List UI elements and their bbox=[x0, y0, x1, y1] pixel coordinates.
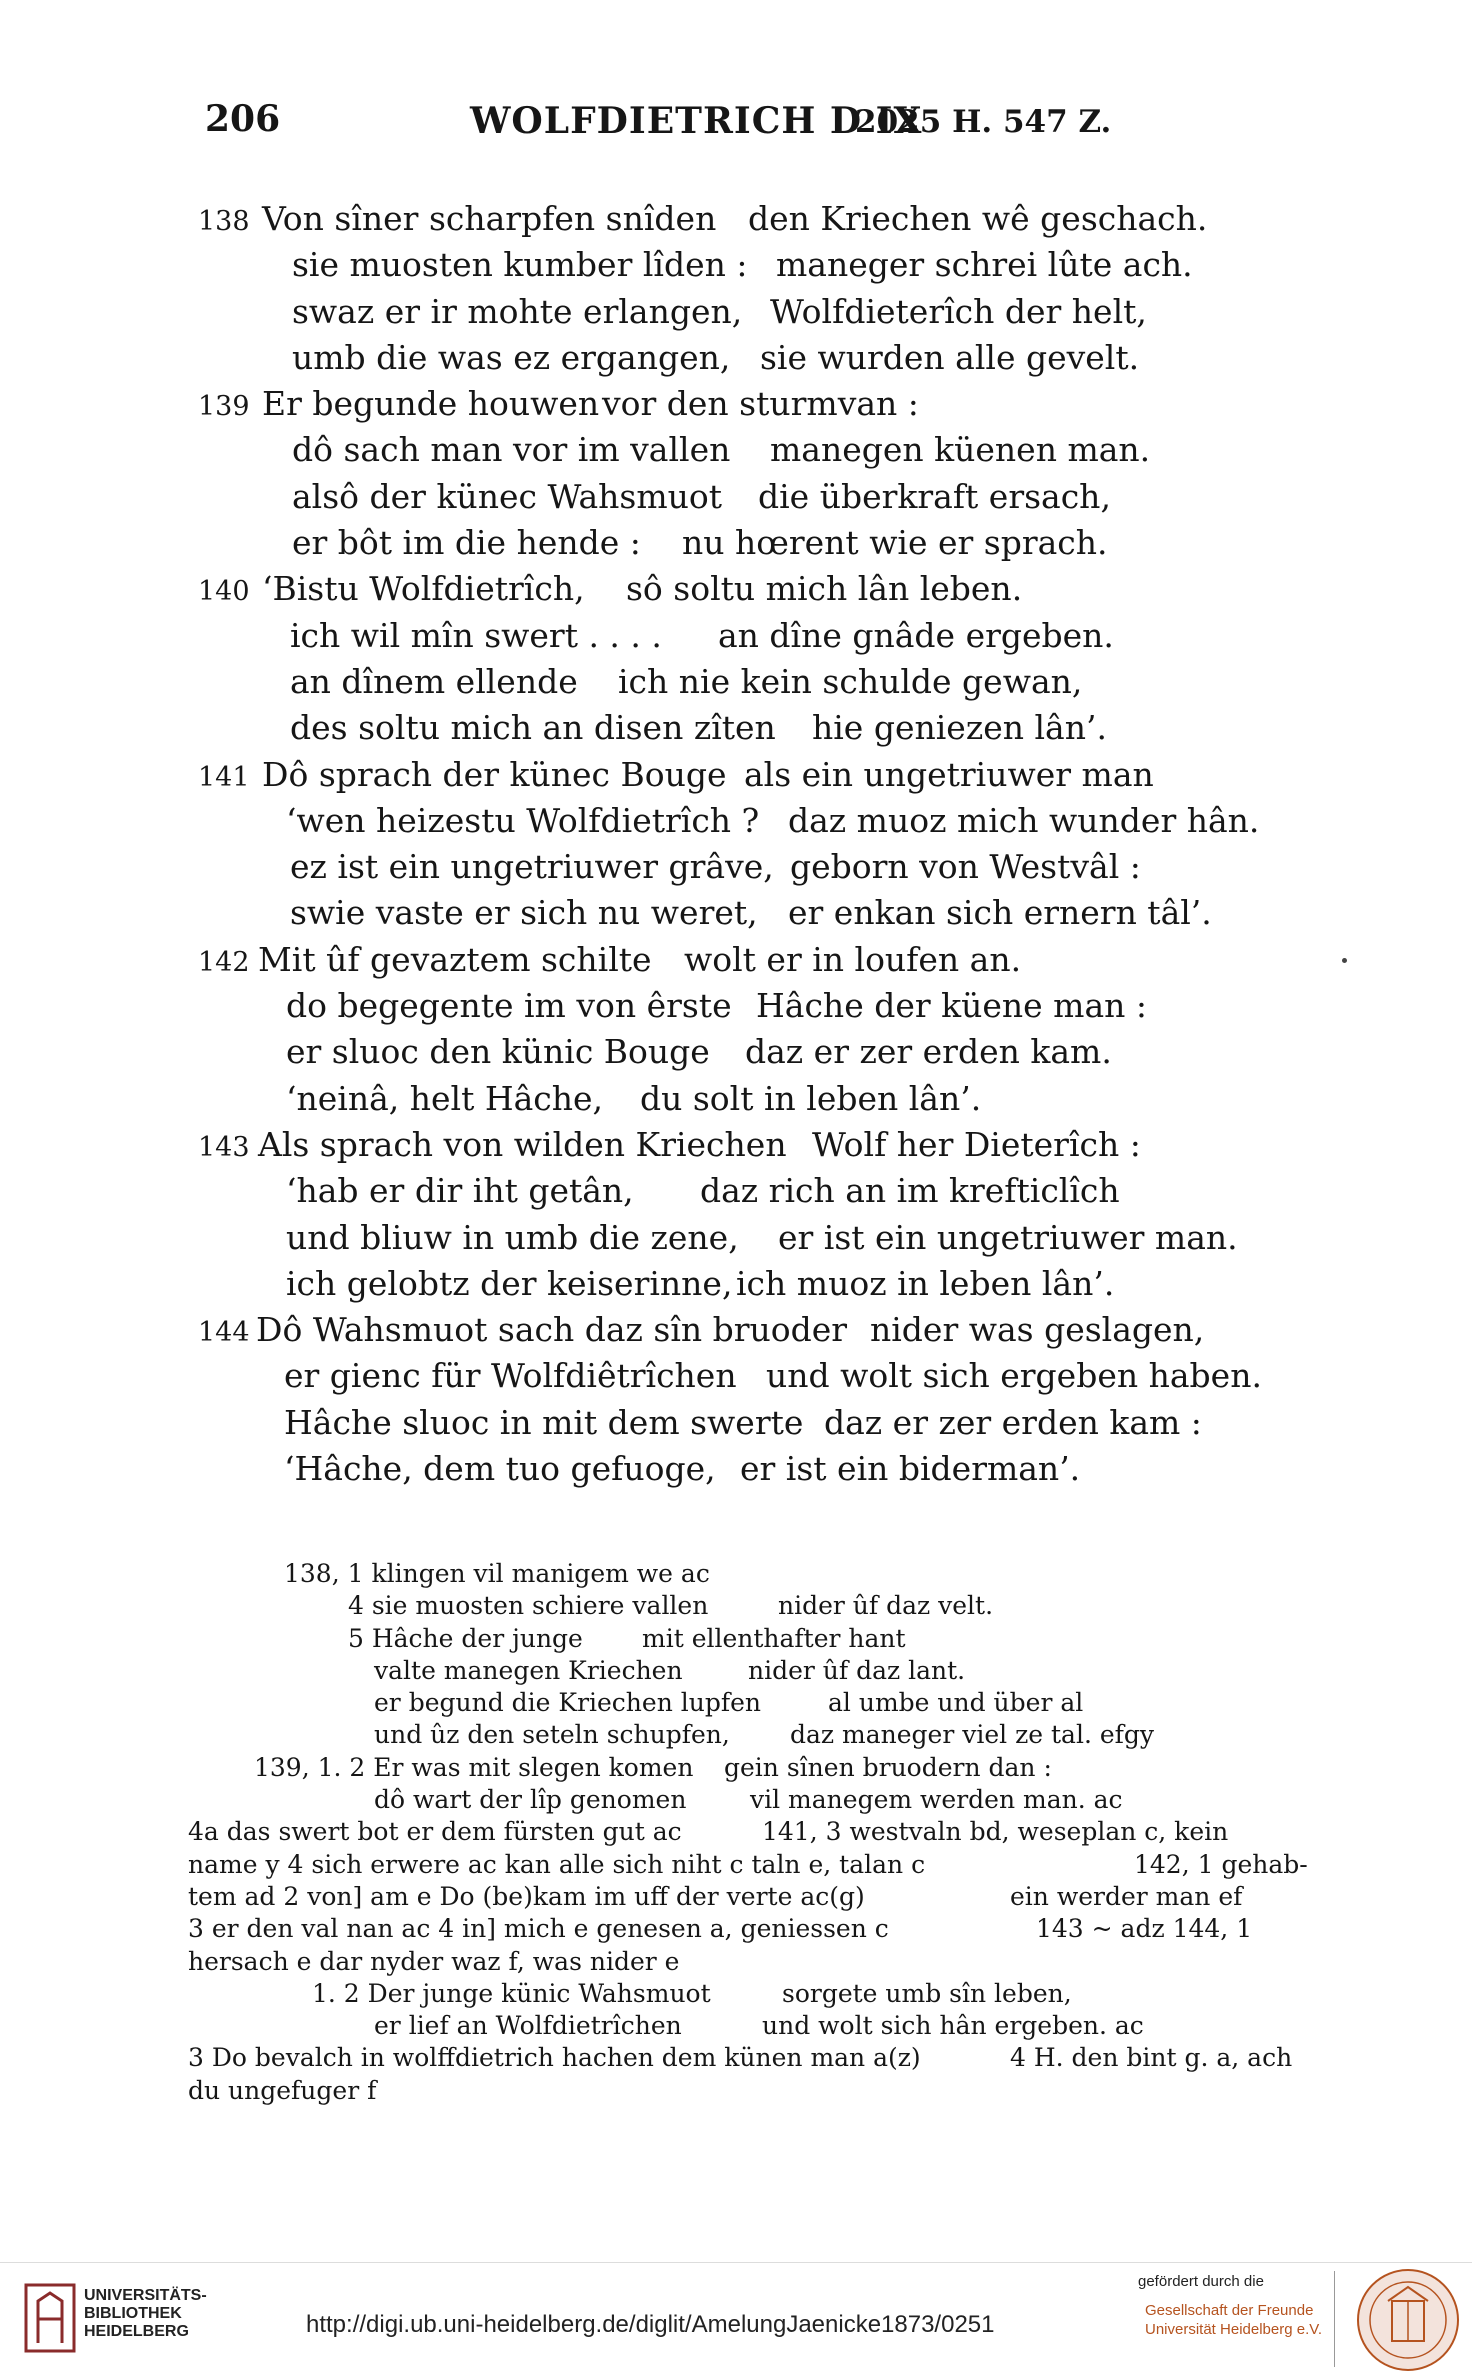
university-seal-icon bbox=[1355, 2267, 1461, 2373]
apparatus-text-continued: 143 ~ adz 144, 1 bbox=[1036, 1914, 1253, 1944]
apparatus-line bbox=[0, 2042, 1472, 2074]
apparatus-text: name y 4 sich erwere ac kan alle sich niht c taln e, talan c bbox=[188, 1849, 926, 1879]
manuscript-reference: 2025 H. 547 Z. bbox=[855, 104, 1112, 140]
stanza-number: 140 bbox=[198, 576, 250, 608]
second-half-line: vor den sturmvan : bbox=[602, 384, 919, 424]
second-half-line: du solt in leben lân’. bbox=[640, 1078, 982, 1118]
apparatus-line bbox=[0, 1849, 1472, 1881]
second-half-line: an dîne gnâde ergeben. bbox=[718, 615, 1114, 655]
verse-line bbox=[0, 242, 1472, 288]
first-half-line: ‘neinâ, helt Hâche, bbox=[286, 1078, 604, 1118]
apparatus-line bbox=[0, 1881, 1472, 1913]
stanza-number: 141 bbox=[198, 761, 250, 793]
verse-line bbox=[0, 1215, 1472, 1261]
apparatus-line bbox=[0, 1946, 1472, 1978]
verse-line bbox=[0, 196, 1472, 242]
second-half-line: manegen küenen man. bbox=[770, 430, 1151, 470]
apparatus-text-continued: und wolt sich hân ergeben. ac bbox=[762, 2011, 1144, 2041]
second-half-line: hie geniezen lân’. bbox=[812, 708, 1107, 748]
second-half-line: daz er zer erden kam : bbox=[824, 1402, 1202, 1442]
apparatus-line bbox=[0, 1590, 1472, 1622]
verse-line bbox=[0, 474, 1472, 520]
verse-line bbox=[0, 289, 1472, 335]
verse-line bbox=[0, 1029, 1472, 1075]
first-half-line: Von sîner scharpfen snîden bbox=[262, 199, 717, 238]
apparatus-text-continued: 4 H. den bint g. a, ach bbox=[1010, 2043, 1293, 2073]
apparatus-text: dô wart der lîp genomen bbox=[374, 1785, 687, 1815]
society-name: Gesellschaft der Freunde Universität Heidelberg e.V. bbox=[1145, 2302, 1323, 2338]
second-half-line: maneger schrei lûte ach. bbox=[776, 245, 1193, 285]
library-logo-icon bbox=[24, 2283, 76, 2353]
apparatus-line bbox=[0, 1719, 1472, 1751]
first-half-line: ez ist ein ungetriuwer grâve, bbox=[290, 847, 774, 887]
first-half-line: Als sprach von wilden Kriechen bbox=[258, 1124, 787, 1164]
first-half-line: er bôt im die hende : bbox=[292, 523, 641, 563]
second-half-line: er ist ein ungetriuwer man. bbox=[778, 1217, 1238, 1257]
page-number: 206 bbox=[205, 98, 281, 140]
first-half-line: und bliuw in umb die zene, bbox=[286, 1217, 739, 1257]
apparatus-text: hersach e dar nyder waz f, was nider e bbox=[188, 1946, 680, 1976]
verse-line bbox=[0, 427, 1472, 473]
apparatus-text: er begund die Kriechen lupfen bbox=[374, 1688, 761, 1718]
apparatus-line bbox=[0, 2010, 1472, 2042]
second-half-line: die überkraft ersach, bbox=[758, 476, 1111, 516]
stanza-number: 142 bbox=[198, 946, 250, 978]
second-half-line: als ein ungetriuwer man bbox=[744, 754, 1154, 794]
verse-line bbox=[0, 1261, 1472, 1307]
second-half-line: daz muoz mich wunder hân. bbox=[788, 800, 1260, 840]
first-half-line: alsô der künec Wahsmuot bbox=[292, 476, 723, 516]
apparatus-text-continued: 141, 3 westvaln bd, weseplan c, kein bbox=[762, 1817, 1229, 1847]
first-half-line: Dô sprach der künec Bouge bbox=[262, 754, 727, 794]
first-half-line: ‘Bistu Wolfdietrîch, bbox=[262, 569, 585, 609]
apparatus-text: tem ad 2 von] am e Do (be)kam im uff der verte ac(g) bbox=[188, 1881, 865, 1911]
verse-line bbox=[0, 844, 1472, 890]
verse-line bbox=[0, 983, 1472, 1029]
library-name: UNIVERSITÄTS- BIBLIOTHEK HEIDELBERG bbox=[84, 2287, 207, 2340]
apparatus-text-continued: nider ûf daz velt. bbox=[778, 1591, 994, 1621]
verse-line bbox=[0, 1400, 1472, 1446]
verse-text bbox=[0, 196, 1472, 1492]
verse-line bbox=[0, 1307, 1472, 1353]
first-half-line: ‘hab er dir iht getân, bbox=[286, 1171, 634, 1211]
stanza-number: 139 bbox=[198, 391, 250, 423]
permalink-url[interactable]: http://digi.ub.uni-heidelberg.de/diglit/AmelungJaenicke1873/0251 bbox=[306, 2311, 995, 2338]
second-half-line: daz rich an im krefticlîch bbox=[700, 1171, 1120, 1211]
apparatus-text: 4a das swert bot er dem fürsten gut ac bbox=[188, 1817, 682, 1847]
apparatus-text-continued: vil manegem werden man. ac bbox=[750, 1785, 1123, 1815]
verse-line bbox=[0, 659, 1472, 705]
first-half-line: Dô Wahsmuot sach daz sîn bruoder bbox=[256, 1310, 848, 1350]
funding-note: gefördert durch die bbox=[1138, 2273, 1264, 2290]
apparatus-text: 138, 1 klingen vil manigem we ac bbox=[284, 1559, 710, 1588]
first-half-line: Er begunde houwen bbox=[262, 384, 600, 424]
apparatus-text-continued: 142, 1 gehab- bbox=[1134, 1849, 1308, 1879]
apparatus-line bbox=[0, 1816, 1472, 1848]
first-half-line: er sluoc den künic Bouge bbox=[286, 1032, 710, 1072]
second-half-line: Wolfdieterîch der helt, bbox=[770, 291, 1147, 331]
stanza-number: 143 bbox=[198, 1131, 250, 1163]
apparatus-text-continued: ein werder man ef bbox=[1010, 1881, 1243, 1911]
apparatus-line bbox=[0, 1978, 1472, 2010]
apparatus-line bbox=[0, 1784, 1472, 1816]
apparatus-text-continued: al umbe und über al bbox=[828, 1688, 1084, 1718]
apparatus-text: 4 sie muosten schiere vallen bbox=[348, 1591, 709, 1621]
second-half-line: ich muoz in leben lân’. bbox=[736, 1263, 1115, 1303]
first-half-line: sie muosten kumber lîden : bbox=[292, 245, 748, 285]
verse-line bbox=[0, 1446, 1472, 1492]
apparatus-text: und ûz den seteln schupfen, bbox=[374, 1720, 730, 1750]
second-half-line: sô soltu mich lân leben. bbox=[626, 569, 1023, 609]
first-half-line: des soltu mich an disen zîten bbox=[290, 708, 776, 748]
stanza-number: 144 bbox=[198, 1317, 250, 1349]
first-half-line: an dînem ellende bbox=[290, 661, 578, 701]
first-half-line: ‘wen heizestu Wolfdietrîch ? bbox=[286, 800, 760, 840]
apparatus-text: 3 Do bevalch in wolffdietrich hachen dem künen man a(z) bbox=[188, 2043, 921, 2073]
page-header bbox=[205, 98, 1205, 148]
second-half-line: sie wurden alle gevelt. bbox=[760, 337, 1140, 377]
running-title: WOLFDIETRICH D IX bbox=[470, 100, 923, 142]
verse-line bbox=[0, 798, 1472, 844]
first-half-line: do begegente im von êrste bbox=[286, 986, 732, 1026]
apparatus-text-continued: nider ûf daz lant. bbox=[748, 1655, 966, 1685]
verse-line bbox=[0, 1122, 1472, 1168]
verse-line bbox=[0, 1168, 1472, 1214]
apparatus-text: valte manegen Kriechen bbox=[374, 1655, 683, 1685]
second-half-line: Hâche der küene man : bbox=[756, 986, 1148, 1026]
apparatus-text: 3 er den val nan ac 4 in] mich e genesen a, geniessen c bbox=[188, 1914, 889, 1944]
verse-line bbox=[0, 752, 1472, 798]
second-half-line: daz er zer erden kam. bbox=[745, 1032, 1112, 1072]
second-half-line: er enkan sich ernern tâl’. bbox=[788, 893, 1212, 933]
ink-speck bbox=[1342, 958, 1347, 963]
apparatus-line bbox=[0, 1752, 1472, 1784]
critical-apparatus bbox=[0, 1558, 1472, 2107]
first-half-line: swie vaste er sich nu weret, bbox=[290, 893, 758, 933]
verse-line bbox=[0, 937, 1472, 983]
first-half-line: er gienc für Wolfdiêtrîchen bbox=[284, 1356, 737, 1396]
second-half-line: wolt er in loufen an. bbox=[684, 939, 1022, 979]
apparatus-text-continued: daz maneger viel ze tal. efgy bbox=[790, 1720, 1155, 1750]
apparatus-text: 1. 2 Der junge künic Wahsmuot bbox=[312, 1978, 711, 2008]
verse-line bbox=[0, 566, 1472, 612]
apparatus-line bbox=[0, 2075, 1472, 2107]
digitization-footer bbox=[0, 2262, 1472, 2376]
first-half-line: umb die was ez ergangen, bbox=[292, 337, 731, 377]
first-half-line: ich wil mîn swert . . . . bbox=[290, 615, 662, 655]
apparatus-text: er lief an Wolfdietrîchen bbox=[374, 2011, 682, 2041]
verse-line bbox=[0, 613, 1472, 659]
first-half-line: Mit ûf gevaztem schilte bbox=[258, 939, 652, 979]
verse-line bbox=[0, 890, 1472, 936]
apparatus-text-continued: gein sînen bruodern dan : bbox=[724, 1752, 1052, 1782]
second-half-line: geborn von Westvâl : bbox=[790, 847, 1141, 887]
verse-line bbox=[0, 705, 1472, 751]
first-half-line: dô sach man vor im vallen bbox=[292, 430, 731, 470]
apparatus-text-continued: sorgete umb sîn leben, bbox=[782, 1978, 1072, 2008]
apparatus-text: du ungefuger f bbox=[188, 2075, 377, 2105]
apparatus-text: 5 Hâche der junge bbox=[348, 1623, 583, 1653]
verse-line bbox=[0, 1076, 1472, 1122]
verse-line bbox=[0, 520, 1472, 566]
first-half-line: swaz er ir mohte erlangen, bbox=[292, 291, 743, 331]
second-half-line: ich nie kein schulde gewan, bbox=[618, 661, 1083, 701]
second-half-line: den Kriechen wê geschach. bbox=[748, 199, 1208, 238]
apparatus-line bbox=[0, 1558, 1472, 1590]
apparatus-line bbox=[0, 1623, 1472, 1655]
apparatus-line bbox=[0, 1913, 1472, 1945]
second-half-line: und wolt sich ergeben haben. bbox=[766, 1356, 1262, 1396]
first-half-line: Hâche sluoc in mit dem swerte bbox=[284, 1402, 804, 1442]
second-half-line: nu hœrent wie er sprach. bbox=[682, 523, 1108, 563]
second-half-line: Wolf her Dieterîch : bbox=[812, 1124, 1141, 1164]
apparatus-text: 139, 1. 2 Er was mit slegen komen bbox=[254, 1752, 694, 1782]
verse-line bbox=[0, 335, 1472, 381]
second-half-line: er ist ein biderman’. bbox=[740, 1449, 1081, 1489]
second-half-line: nider was geslagen, bbox=[870, 1310, 1205, 1350]
verse-line bbox=[0, 1353, 1472, 1399]
first-half-line: ‘Hâche, dem tuo gefuoge, bbox=[284, 1449, 716, 1489]
footer-divider bbox=[1334, 2271, 1335, 2367]
verse-line bbox=[0, 381, 1472, 427]
first-half-line: ich gelobtz der keiserinne, bbox=[286, 1263, 733, 1303]
apparatus-line bbox=[0, 1687, 1472, 1719]
apparatus-text-continued: mit ellenthafter hant bbox=[642, 1623, 906, 1653]
stanza-number: 138 bbox=[198, 206, 250, 237]
apparatus-line bbox=[0, 1655, 1472, 1687]
